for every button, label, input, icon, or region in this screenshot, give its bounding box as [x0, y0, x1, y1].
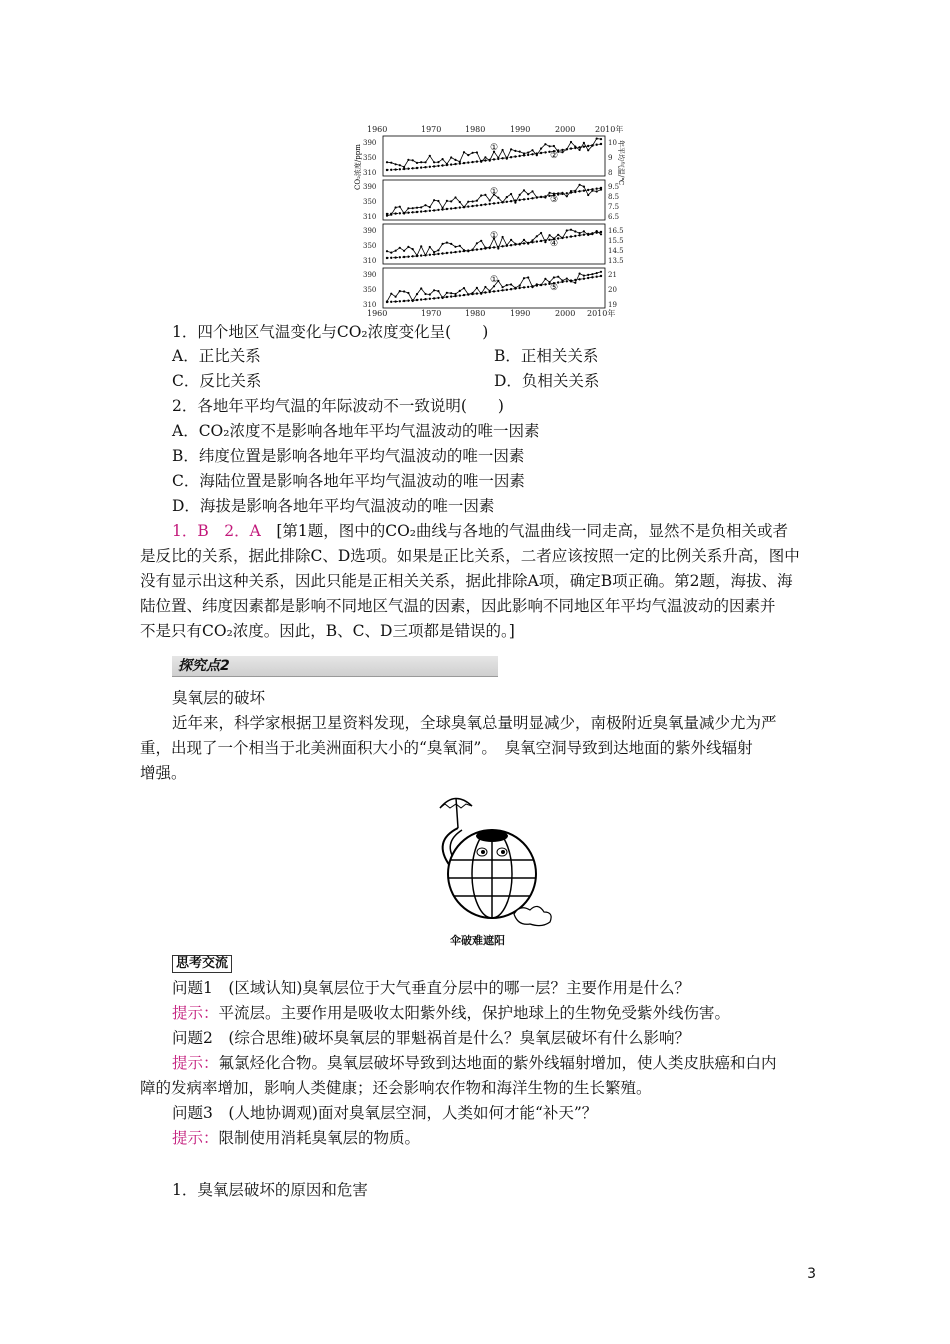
q2-option-b: B．纬度位置是影响各地年平均气温波动的唯一因素 — [172, 447, 525, 465]
q2-option-a: A．CO₂浓度不是影响各地年平均气温波动的唯一因素 — [172, 422, 540, 440]
q2-option-d: D．海拔是影响各地年平均气温波动的唯一因素 — [172, 497, 495, 515]
top-year-1990: 1990 — [510, 125, 531, 134]
top-year-1970: 1970 — [421, 125, 442, 134]
left-tick-label: 350 — [363, 286, 377, 294]
right-tick-label: 21 — [608, 271, 617, 279]
answer-line-1 — [172, 519, 852, 544]
q2-option-c: C．海陆位置是影响各地年平均气温波动的唯一因素 — [172, 472, 525, 490]
series-marker-label: ⑤ — [550, 283, 559, 293]
hint-label-2: 提示： — [172, 1054, 219, 1072]
section-heading: 1．臭氧层破坏的原因和危害 — [172, 1181, 368, 1199]
series-marker-label: ③ — [550, 195, 559, 205]
series-marker-label: ① — [490, 187, 499, 197]
right-tick-label: 20 — [608, 286, 617, 294]
series-marker-label: ② — [550, 151, 559, 161]
q1-option-a: A．正比关系 — [172, 347, 261, 365]
left-tick-label: 350 — [363, 198, 377, 206]
left-tick-label: 390 — [363, 183, 377, 191]
q1-option-d: D．负相关关系 — [494, 372, 600, 390]
q1-option-b: B．正相关关系 — [494, 347, 599, 365]
series-marker-label: ① — [490, 275, 499, 285]
answer-key: 1．B 2．A — [172, 522, 261, 540]
left-tick-label: 310 — [363, 213, 377, 221]
hint-label-3: 提示： — [172, 1129, 219, 1147]
right-tick-label: 16.5 — [608, 227, 624, 235]
right-tick-label: 10 — [608, 139, 617, 147]
series-marker-label: ① — [490, 231, 499, 241]
think-question-3: 问题3 (人地协调观)面对臭氧层空洞，人类如何才能“补天”？ — [172, 1104, 598, 1122]
bottom-year-1960: 1960 — [367, 309, 388, 318]
think-answer-2 — [172, 1051, 852, 1076]
top-year-2000: 2000 — [555, 125, 576, 134]
q1-option-c: C．反比关系 — [172, 372, 262, 390]
right-tick-label: 8 — [608, 169, 613, 177]
left-tick-label: 390 — [363, 227, 377, 235]
bottom-year-1990: 1990 — [510, 309, 531, 318]
section-para-line-2: 重，出现了一个相当于北美洲面积大小的“臭氧洞”。 臭氧空洞导致到达地面的紫外线辐射 — [140, 739, 753, 757]
hint-text-2: 氟氯烃化合物。臭氧层破坏导致到达地面的紫外线辐射增加，使人类皮肤癌和白内 — [218, 1054, 777, 1072]
section-header-bar — [172, 656, 498, 677]
right-tick-label: 13.5 — [608, 257, 624, 265]
section-title: 臭氧层的破坏 — [172, 689, 266, 707]
co2-temperature-chart — [355, 120, 625, 320]
left-tick-label: 350 — [363, 154, 377, 162]
left-tick-label: 390 — [363, 139, 377, 147]
section-para-line-1: 近年来，科学家根据卫星资料发现，全球臭氧总量明显减少，南极附近臭氧量减少尤为严 — [172, 714, 777, 732]
right-tick-label: 14.5 — [608, 247, 624, 255]
series-marker-label: ④ — [550, 239, 559, 249]
ozone-globe-umbrella-illustration — [420, 786, 560, 931]
answer-text-1: [第1题，图中的CO₂曲线与各地的气温曲线一同走高，显然不是负相关或者 — [276, 522, 789, 540]
think-question-1: 问题1 (区域认知)臭氧层位于大气垂直分层中的哪一层？主要作用是什么？ — [172, 979, 690, 997]
bottom-year-2000: 2000 — [555, 309, 576, 318]
left-tick-label: 390 — [363, 271, 377, 279]
left-tick-label: 310 — [363, 257, 377, 265]
hint-text-1: 平流层。主要作用是吸收太阳紫外线，保护地球上的生物免受紫外线伤害。 — [218, 1004, 731, 1022]
top-year-1980: 1980 — [465, 125, 486, 134]
right-tick-label: 19 — [608, 301, 617, 309]
right-tick-label: 9.5 — [608, 183, 620, 191]
hint-label-1: 提示： — [172, 1004, 219, 1022]
answer-line-4: 陆位置、纬度因素都是影响不同地区气温的因素，因此影响不同地区年平均气温波动的因素并 — [140, 597, 776, 615]
section-label: 探究点2 — [178, 658, 230, 674]
left-tick-label: 310 — [363, 301, 377, 309]
illustration-caption: 伞破难遮阳 — [450, 934, 505, 947]
section-para-line-3: 增强。 — [140, 764, 187, 782]
page-number: 3 — [807, 1266, 816, 1282]
hint-text-3: 限制使用消耗臭氧层的物质。 — [218, 1129, 421, 1147]
right-tick-label: 8.5 — [608, 193, 620, 201]
answer-line-2: 是反比的关系，据此排除C、D选项。如果是正比关系，二者应该按照一定的比例关系升高，图中 — [140, 547, 800, 565]
left-tick-label: 310 — [363, 169, 377, 177]
series-marker-label: ① — [490, 143, 499, 153]
think-answer-3 — [172, 1126, 852, 1151]
bottom-year-2010: 2010年 — [587, 309, 616, 318]
bottom-year-1970: 1970 — [421, 309, 442, 318]
q2-stem: 2．各地年平均气温的年际波动不一致说明( ) — [172, 397, 504, 415]
top-year-1960: 1960 — [367, 125, 388, 134]
answer-line-3: 没有显示出这种关系，因此只能是正相关关系，据此排除A项，确定B项正确。第2题，海拔、海 — [140, 572, 793, 590]
think-discuss-tag: 思考交流 — [172, 955, 232, 973]
top-year-2010: 2010年 — [595, 125, 624, 134]
right-tick-label: 6.5 — [608, 213, 620, 221]
right-axis-label: 年平均气温/℃ — [617, 140, 625, 186]
left-axis-label: CO₂浓度/ppm — [354, 144, 362, 190]
right-tick-label: 15.5 — [608, 237, 624, 245]
chart-panel-frame — [383, 180, 605, 220]
think-answer-2-cont: 障的发病率增加，影响人类健康；还会影响农作物和海洋生物的生长繁殖。 — [140, 1079, 652, 1097]
answer-line-5: 不是只有CO₂浓度。因此，B、C、D三项都是错误的。] — [140, 622, 515, 640]
bottom-year-1980: 1980 — [465, 309, 486, 318]
chart-panel-frame — [383, 268, 605, 308]
right-tick-label: 7.5 — [608, 203, 620, 211]
left-tick-label: 350 — [363, 242, 377, 250]
think-answer-1 — [172, 1001, 852, 1026]
q1-stem: 1．四个地区气温变化与CO₂浓度变化呈( ) — [172, 323, 489, 341]
think-question-2: 问题2 (综合思维)破坏臭氧层的罪魁祸首是什么？臭氧层破坏有什么影响？ — [172, 1029, 690, 1047]
right-tick-label: 9 — [608, 154, 613, 162]
